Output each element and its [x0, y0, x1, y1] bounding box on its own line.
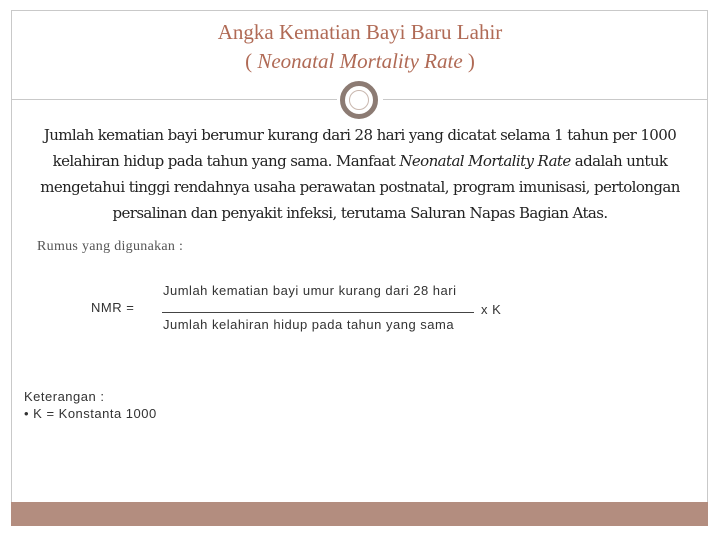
notes-item: • K = Konstanta 1000 [24, 406, 157, 421]
subtitle-close: ) [462, 49, 475, 73]
divider-right [383, 99, 708, 100]
footer-bar [11, 502, 708, 526]
notes-label: Keterangan : [24, 389, 105, 404]
formula-lhs: NMR = [91, 300, 135, 315]
ring-inner [349, 90, 369, 110]
slide-title: Angka Kematian Bayi Baru Lahir [217, 20, 503, 44]
formula-multiplier: x K [481, 302, 502, 317]
slide-subtitle [0, 48, 720, 74]
paragraph-text-2: adalah untuk mengetahui tinggi rendahnya usaha perawatan postnatal, program imunisasi, pertolongan persalinan dan penyakit infeksi, terutama Saluran Napas Bagian Atas. [40, 152, 680, 222]
formula-label: Rumus yang digunakan : [37, 239, 184, 254]
fraction-line [162, 312, 474, 313]
formula-denominator: Jumlah kelahiran hidup pada tahun yang sama [163, 317, 455, 332]
subtitle-open: ( [245, 49, 258, 73]
ring-ornament-icon [340, 81, 378, 119]
subtitle-italic: Neonatal Mortality Rate [257, 49, 463, 73]
divider-left [11, 99, 337, 100]
paragraph-italic: Neonatal Mortality Rate [399, 152, 571, 170]
formula-numerator: Jumlah kematian bayi umur kurang dari 28 hari [163, 283, 457, 298]
paragraph-text-1: Jumlah kematian bayi berumur kurang dari 28 hari yang dicatat selama 1 tahun per 1000 kelahiran hidup pada tahun yang sama. Manfaat [43, 126, 677, 170]
definition-paragraph [24, 122, 696, 226]
